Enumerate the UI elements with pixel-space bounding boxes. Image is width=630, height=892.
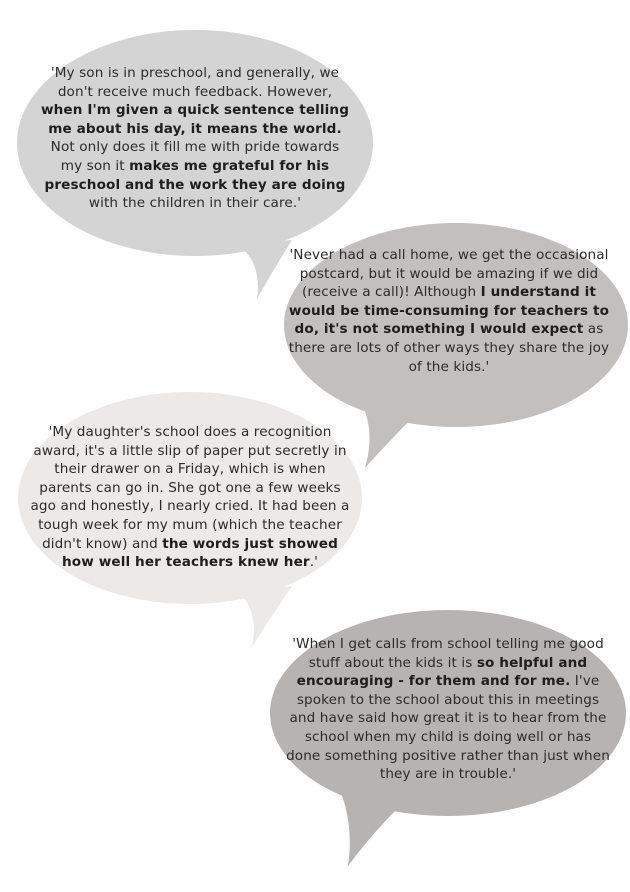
speech-bubble-2-tail [360,400,420,468]
quote-emphasis: when I'm given a quick sentence telling me about his day, it means the world. [40,102,350,137]
quote-emphasis: I understand it would be time-consuming for teachers to do, it's not something I would expect [288,284,610,338]
speech-bubble-3-tail [236,586,292,647]
quote-segment: I've spoken to the school about this in meetings and have said how great it is to hear from the school when my child is doing well or has done something positive rather than just when they are in trouble.' [286,673,610,783]
quote-2-text [288,246,610,376]
quote-emphasis: so helpful and encouraging - for them and for me. [296,654,588,690]
speech-bubble-1-tail [238,240,292,299]
quote-segment: 'My son is in preschool, and generally, we don't receive much feedback. However, [50,65,340,100]
quote-segment: .' [309,554,318,571]
quote-3-text [30,423,350,572]
quote-emphasis: the words just showed how well her teachers knew her [62,535,338,571]
quote-1-text [38,64,352,213]
quote-segment: with the children in their care.' [88,195,302,212]
quote-segment: 'When I get calls from school telling me good stuff about the kids it is [292,636,604,671]
quote-4-text [286,635,610,784]
quote-segment: 'My daughter's school does a recognition award, it's a little slip of paper put secretly in their drawer on a Friday, which is when parents can go in. She got one a few weeks ago and honestly, I nearly cried. It had been a tough week for my mum (which the teacher didn't know) and [30,424,350,552]
quote-segment: 'Never had a call home, we get the occasional postcard, but it would be amazing if we did (receive a call)! Although [289,247,609,301]
quote-segment: as there are lots of other ways they share the joy of the kids.' [288,321,610,375]
quote-segment: Not only does it fill me with pride towards my son it [50,139,340,174]
quote-emphasis: makes me grateful for his preschool and the work they are doing [44,157,346,193]
